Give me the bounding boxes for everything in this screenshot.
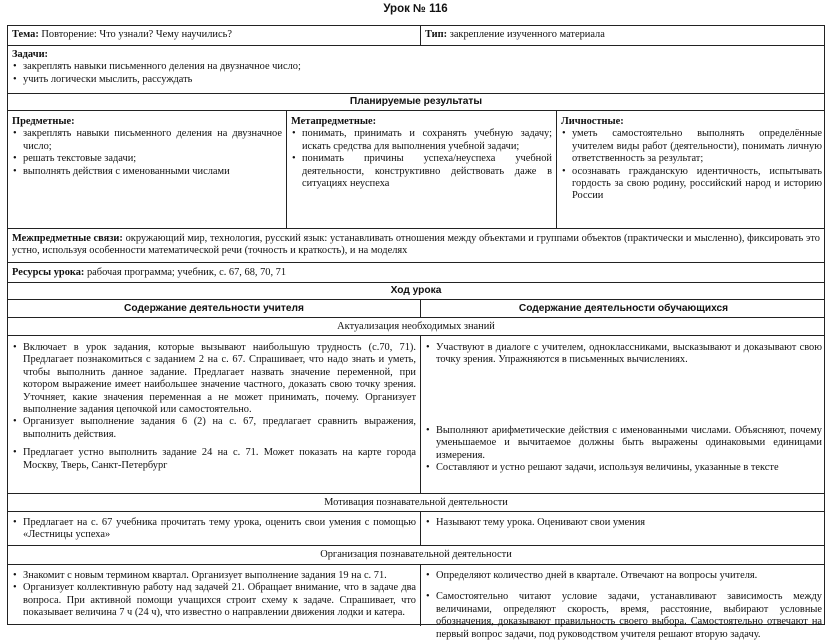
section-title-row [8, 546, 824, 565]
tasks-label: Задачи: [12, 49, 49, 60]
student-activity-item: • Называют тему урока. Оценивают свои умения [425, 517, 822, 529]
resources-label: Ресурсы урока: [12, 267, 85, 278]
resources-row [8, 263, 824, 283]
subject-item: • закреплять навыки письменного деления на двузначное число; [12, 128, 282, 153]
topic-label: Тема: [12, 29, 39, 40]
teacher-activity-item: • Организует коллективную работу над задачей 21. Обращает внимание, что в задаче два вопроса. При активной помощи учащихся строит схему к задаче. Спрашивает, что показывает величина 7 ч (24 ч), что известно о направлении движения лодки и катера. [12, 582, 416, 619]
personal-item: • осознавать гражданскую идентичность, испытывать гордость за свою родину, российский народ и историю России [561, 166, 822, 203]
teacher-activity-list [12, 570, 416, 620]
interdisciplinary-row [8, 229, 824, 263]
topic-value: Повторение: Что узнали? Чему научились? [41, 29, 232, 40]
student-activity-list [425, 570, 822, 641]
interdisciplinary-cell [8, 229, 824, 262]
lesson-flow-heading: Ход урока [390, 285, 442, 296]
student-activity-list [425, 517, 822, 529]
planned-results-row [8, 94, 824, 111]
personal-list [561, 128, 822, 202]
type-value: закрепление изученного материала [449, 29, 605, 40]
student-activity-item: • Самостоятельно читают условие задачи, устанавливают зависимость между величинами, определяют скорость, время, расстояние, выбирают условные обозначения, доказывают правильность своего выбора. Самостоятельно отвечают на первый вопрос задачи, под руководством учителя решают вторую задачу. [425, 591, 822, 641]
teacher-activity-item: • Организует выполнение задания 6 (2) на с. 67, предлагает сравнить выражения, выполнить действия. [12, 416, 416, 441]
tasks-item: • учить логически мыслить, рассуждать [12, 74, 820, 86]
tasks-list [12, 61, 820, 86]
planned-results-heading: Планируемые результаты [349, 96, 483, 107]
teacher-activity-cell [8, 336, 420, 493]
teacher-column-header: Содержание деятельности учителя [124, 303, 304, 314]
student-activity-item: • Составляют и устно решают задачи, используя величины, указанные в тексте [425, 462, 822, 474]
section-title: Актуализация необходимых знаний [337, 321, 495, 332]
section-title-row [8, 494, 824, 512]
interdisciplinary-label: Межпредметные связи: [12, 233, 123, 244]
resources-text: рабочая программа; учебник, с. 67, 68, 70, 71 [86, 267, 287, 278]
section-title: Мотивация познавательной деятельности [324, 497, 508, 508]
meta-list [291, 128, 552, 190]
meta-label: Метапредметные: [291, 116, 377, 127]
page-title: Урок № 116 [383, 3, 448, 15]
teacher-activity-list [12, 342, 416, 472]
subject-item: • выполнять действия с именованными числами [12, 166, 282, 178]
teacher-activity-item: • Предлагает устно выполнить задание 24 на с. 71. Может показать на карте города Москву, Тверь, Санкт-Петербург [12, 447, 416, 472]
topic-row [8, 26, 824, 46]
personal-label: Личностные: [561, 116, 624, 127]
student-activity-cell [420, 565, 826, 640]
student-activity-item: • Участвуют в диалоге с учителем, одноклассниками, высказывают и доказывают свою точку зрения. Упражняются в письменных вычислениях. [425, 342, 822, 367]
subject-label: Предметные: [12, 116, 75, 127]
activity-headers-row [8, 300, 824, 318]
section-title: Организация познавательной деятельности [320, 549, 512, 560]
interdisciplinary-text: окружающий мир, технология, русский язык: устанавливать отношения между объектами и группами объектов (практически и мысленно), фиксировать это устно, используя особенности математической речи (точность и краткость), и на моделях [12, 233, 820, 257]
teacher-activity-item: • Включает в урок задания, которые вызывают наибольшую трудность (с.70, 71). Предлагает познакомиться с заданием 2 на с. 67. Спрашивает, что надо знать и уметь, чтобы выполнить данное задание. Предлагает назвать значение переменной, при котором выражение имеет наибольшее значение частного, доказать свою точку зрения. Уточняет, какие значения переменная a не может принимать, почему. Организует выполнение задания цепочкой или самостоятельно. [12, 342, 416, 416]
topic-cell [8, 26, 420, 45]
personal-results-cell [556, 111, 826, 228]
tasks-cell [8, 46, 824, 93]
student-activity-list [425, 342, 822, 474]
subject-item: • решать текстовые задачи; [12, 153, 282, 165]
section-body-row [8, 512, 824, 546]
student-column-header: Содержание деятельности обучающихся [420, 300, 826, 317]
student-activity-item: • Выполняют арифметические действия с именованными числами. Объясняют, почему уменьшаемое и вычитаемое должны быть выражены одинаковыми единицами измерения. [425, 425, 822, 462]
teacher-activity-item: • Предлагает на с. 67 учебника прочитать тему урока, оценить свои умения с помощью «Лестницы успеха» [12, 517, 416, 542]
teacher-activity-item: • Знакомит с новым термином квартал. Организует выполнение задания 19 на с. 71. [12, 570, 416, 582]
meta-item: • понимать, принимать и сохранять учебную задачу; искать средства для выполнения учебной задачи; [291, 128, 552, 153]
teacher-activity-cell [8, 565, 420, 626]
lesson-flow-row [8, 283, 824, 300]
student-activity-item: • Определяют количество дней в квартале. Отвечают на вопросы учителя. [425, 570, 822, 582]
type-cell [420, 26, 826, 45]
teacher-activity-cell [8, 512, 420, 545]
section-body-row [8, 336, 824, 494]
lesson-plan-table [7, 25, 825, 640]
section-title-row [8, 318, 824, 336]
tasks-row [8, 46, 824, 94]
student-activity-cell [420, 336, 826, 493]
type-label: Тип: [425, 29, 448, 40]
subject-list [12, 128, 282, 178]
personal-item: • уметь самостоятельно выполнять определённые учителем виды работ (деятельности), понимать личную ответственность за результат; [561, 128, 822, 165]
teacher-activity-list [12, 517, 416, 542]
meta-results-cell [286, 111, 556, 228]
results-row [8, 111, 824, 229]
subject-results-cell [8, 111, 286, 228]
student-activity-cell [420, 512, 826, 545]
tasks-item: • закреплять навыки письменного деления на двузначное число; [12, 61, 820, 73]
resources-cell [8, 263, 824, 282]
meta-item: • понимать причины успеха/неуспеха учебной деятельности, конструктивно действовать даже в ситуациях неуспеха [291, 153, 552, 190]
section-body-row [8, 565, 824, 640]
